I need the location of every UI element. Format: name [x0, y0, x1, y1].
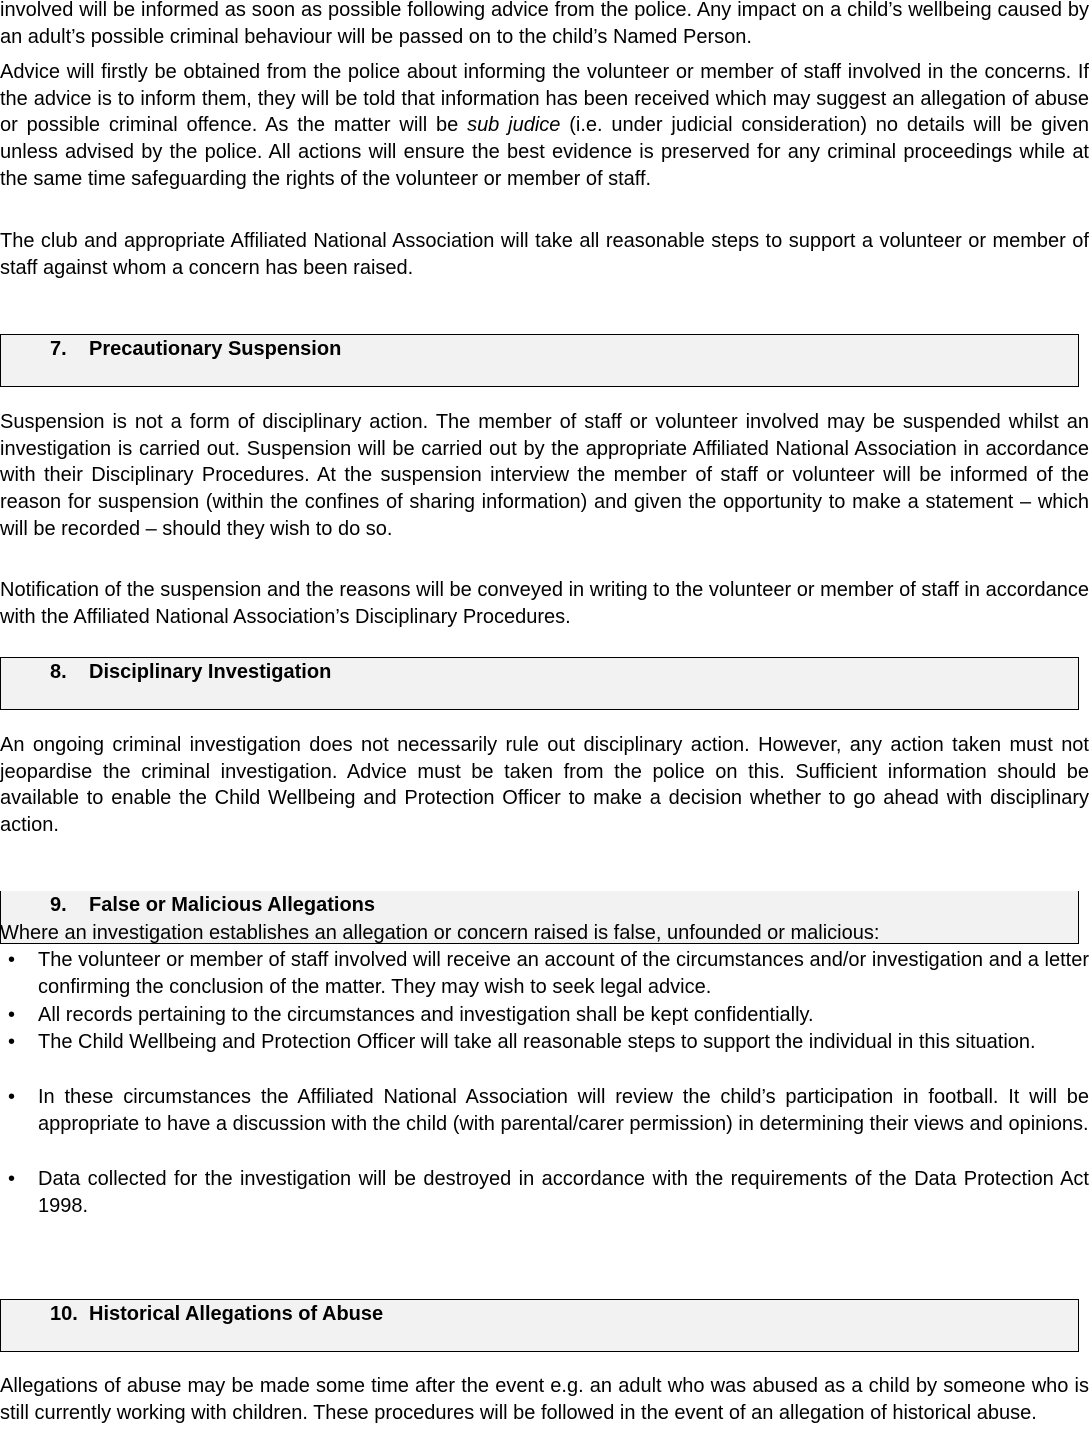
- text: Advice will firstly be obtained from the police about informing the volunteer or member of staff involved in the concerns. If the advice is to inform them, they will be told that information has been received which may suggest an allegation of abuse or possible criminal offence. As the matter will be: [0, 61, 1089, 137]
- paragraph: [0, 59, 1089, 193]
- heading-title: False or Malicious Allegations: [89, 894, 375, 916]
- section-heading-8: [0, 657, 1079, 710]
- section-heading-10: [0, 1299, 1079, 1352]
- list-item: [0, 1084, 1089, 1137]
- list-item: [0, 1002, 1089, 1029]
- bullet-icon: •: [8, 1031, 16, 1053]
- list-item: [0, 947, 1089, 1000]
- paragraph: Where an investigation establishes an allegation or concern raised is false, unfounded or malicious:: [0, 922, 880, 944]
- list-item-text: The Child Wellbeing and Protection Officer will take all reasonable steps to support the individual in this situation.: [38, 1031, 1036, 1053]
- heading-title: Historical Allegations of Abuse: [89, 1303, 384, 1325]
- heading-number: 8.: [50, 661, 67, 683]
- bullet-icon: •: [8, 1168, 16, 1190]
- bullet-icon: •: [8, 1086, 16, 1108]
- paragraph: involved will be informed as soon as possible following advice from the police. Any impact on a child’s wellbeing caused by an adult’s possible criminal behaviour will be passed on to the child’s Named Person.: [0, 0, 1089, 48]
- list-item-text: The volunteer or member of staff involved will receive an account of the circumstances and/or investigation and a letter confirming the conclusion of the matter. They may wish to seek legal advice.: [38, 949, 1089, 998]
- paragraph: Suspension is not a form of disciplinary action. The member of staff or volunteer involved may be suspended whilst an investigation is carried out. Suspension will be carried out by the appropriate Affiliated National Association in accordance with their Disciplinary Procedures. At the suspension interview the member of staff or volunteer will be informed of the reason for suspension (within the confines of sharing information) and given the opportunity to make a statement – which will be recorded – should they wish to do so.: [0, 411, 1089, 540]
- list-item-text: In these circumstances the Affiliated National Association will review the child’s participation in football. It will be appropriate to have a discussion with the child (with parental/carer permission) in determining their views and opinions.: [38, 1086, 1089, 1135]
- italic-term: sub judice: [467, 114, 561, 137]
- bullet-icon: •: [8, 1004, 16, 1026]
- heading-number: 7.: [50, 338, 67, 360]
- list-item-text: All records pertaining to the circumstances and investigation shall be kept confidentially.: [38, 1004, 814, 1026]
- section-heading-7: [0, 334, 1079, 387]
- text: (i.e. under judicial consideration) no details will be given unless advised by the police. All actions will ensure the best evidence is preserved for any criminal proceedings while at the same time safeguarding the rights of the volunteer or member of staff.: [0, 114, 1090, 190]
- paragraph: Allegations of abuse may be made some time after the event e.g. an adult who was abused as a child by someone who is still currently working with children. These procedures will be followed in the event of an allegation of historical abuse.: [0, 1375, 1089, 1424]
- heading-title: Disciplinary Investigation: [89, 661, 332, 683]
- bullet-icon: •: [8, 949, 16, 971]
- paragraph: An ongoing criminal investigation does not necessarily rule out disciplinary action. However, any action taken must not jeopardise the criminal investigation. Advice must be taken from the police on this. Sufficient information should be available to enable the Child Wellbeing and Protection Officer to make a decision whether to go ahead with disciplinary action.: [0, 734, 1089, 837]
- heading-number: 10.: [50, 1303, 78, 1325]
- list-item: [0, 1029, 1089, 1056]
- list-item: [0, 1166, 1089, 1219]
- heading-title: Precautionary Suspension: [89, 338, 342, 360]
- paragraph: The club and appropriate Affiliated National Association will take all reasonable steps to support a volunteer or member of staff against whom a concern has been raised.: [0, 230, 1089, 279]
- paragraph: Notification of the suspension and the reasons will be conveyed in writing to the volunteer or member of staff in accordance with the Affiliated National Association’s Disciplinary Procedures.: [0, 579, 1089, 628]
- heading-number: 9.: [50, 894, 67, 916]
- list-item-text: Data collected for the investigation will be destroyed in accordance with the requirements of the Data Protection Act 1998.: [38, 1168, 1089, 1217]
